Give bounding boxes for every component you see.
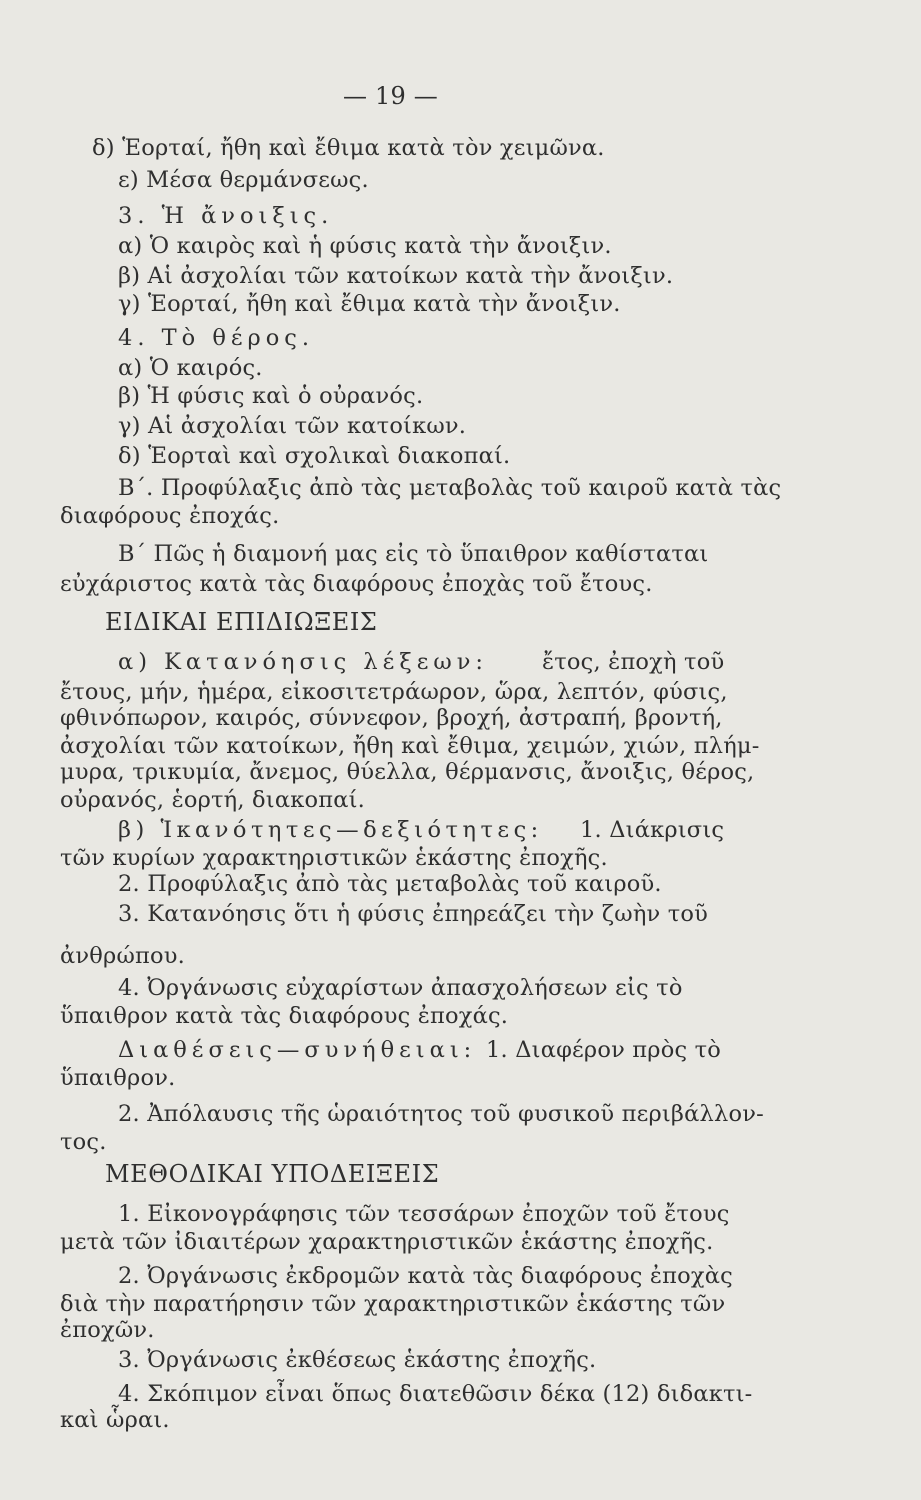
line: 1. Διαφέρον πρὸς τὸ (486, 1037, 722, 1063)
line: ε) Μέσα θερμάνσεως. (118, 167, 369, 193)
line: φθινόπωρον, καιρός, σύννεφον, βροχή, ἀστραπή, βροντή, (60, 705, 723, 731)
heading-methodical-instructions: ΜΕΘΟΔΙΚΑΙ ΥΠΟΔΕΙΞΕΙΣ (105, 1160, 440, 1188)
line: δ) Ἑορταί, ἤθη καὶ ἔθιμα κατὰ τὸν χειμῶνα. (92, 135, 605, 161)
line: ἔτος, ἐποχὴ τοῦ (542, 649, 725, 675)
line: ὕπαιθρον κατὰ τὰς διαφόρους ἐποχάς. (60, 1003, 509, 1029)
line: β) Αἱ ἀσχολίαι τῶν κατοίκων κατὰ τὴν ἄνοιξιν. (118, 263, 674, 289)
line: β) Ἡ φύσις καὶ ὁ οὐρανός. (118, 383, 424, 409)
line: μετὰ τῶν ἰδιαιτέρων χαρακτηριστικῶν ἑκάστης ἐποχῆς. (60, 1229, 714, 1255)
line: 4. Ὀργάνωσις εὐχαρίστων ἀπασχολήσεων εἰς τὸ (118, 975, 683, 1001)
line: μυρα, τρικυμία, ἄνεμος, θύελλα, θέρμανσις, ἄνοιξις, θέρος, (60, 759, 755, 785)
line: 1. Εἰκονογράφησις τῶν τεσσάρων ἐποχῶν τοῦ ἔτους (118, 1201, 730, 1227)
line: οὐρανός, ἑορτή, διακοπαί. (60, 787, 365, 813)
line: α) Ὁ καιρὸς καὶ ἡ φύσις κατὰ τὴν ἄνοιξιν. (118, 233, 612, 259)
page-number: — 19 — (343, 82, 438, 110)
section-heading: 4. Τὸ θέρος. (118, 325, 315, 351)
line: Διαθέσεις—συνήθειαι: (118, 1037, 477, 1063)
line: Β΄. Προφύλαξις ἀπὸ τὰς μεταβολὰς τοῦ καιροῦ κατὰ τὰς (118, 475, 782, 501)
line: ὕπαιθρον. (60, 1065, 176, 1091)
line: δ) Ἑορταὶ καὶ σχολικαὶ διακοπαί. (118, 443, 511, 469)
line: γ) Ἑορταί, ἤθη καὶ ἔθιμα κατὰ τὴν ἄνοιξιν. (118, 291, 621, 317)
line: ἀνθρώπου. (60, 943, 185, 969)
line: ἔτους, μήν, ἡμέρα, εἰκοσιτετράωρον, ὥρα, λεπτόν, φύσις, (60, 679, 728, 705)
line: ἀσχολίαι τῶν κατοίκων, ἤθη καὶ ἔθιμα, χειμών, χιών, πλήμ- (60, 733, 760, 759)
line: 2. Ἀπόλαυσις τῆς ὡραιότητος τοῦ φυσικοῦ περιβάλλον- (118, 1101, 764, 1127)
line: 4. Σκόπιμον εἶναι ὅπως διατεθῶσιν δέκα (12) διδακτι- (118, 1381, 753, 1407)
line: β) Ἱκανότητες—δεξιότητες: (118, 817, 543, 843)
line: ἐποχῶν. (60, 1317, 155, 1343)
line: 2. Ὀργάνωσις ἐκδρομῶν κατὰ τὰς διαφόρους ἐποχὰς (118, 1263, 733, 1289)
line: τῶν κυρίων χαρακτηριστικῶν ἑκάστης ἐποχῆς. (60, 845, 608, 871)
line: καὶ ὧραι. (60, 1407, 170, 1433)
line: Β΄ Πῶς ἡ διαμονή μας εἰς τὸ ὕπαιθρον καθίσταται (118, 541, 709, 567)
line: τος. (60, 1129, 107, 1155)
heading-specific-objectives: ΕΙΔΙΚΑΙ ΕΠΙΔΙΩΞΕΙΣ (105, 608, 378, 636)
line: διὰ τὴν παρατήρησιν τῶν χαρακτηριστικῶν ἑκάστης τῶν (60, 1291, 726, 1317)
line: α) Ὁ καιρός. (118, 355, 263, 381)
line: α) Κατανόησις λέξεων: (118, 649, 488, 675)
section-heading: 3. Ἡ ἄνοιξις. (118, 203, 334, 229)
line: 2. Προφύλαξις ἀπὸ τὰς μεταβολὰς τοῦ καιροῦ. (118, 871, 662, 897)
line: εὐχάριστος κατὰ τὰς διαφόρους ἐποχὰς τοῦ ἔτους. (60, 571, 653, 597)
line: 3. Κατανόησις ὅτι ἡ φύσις ἐπηρεάζει τὴν ζωὴν τοῦ (118, 901, 708, 927)
line: 1. Διάκρισις (580, 817, 725, 843)
line: γ) Αἱ ἀσχολίαι τῶν κατοίκων. (118, 413, 467, 439)
line: διαφόρους ἐποχάς. (60, 503, 280, 529)
line: 3. Ὀργάνωσις ἐκθέσεως ἑκάστης ἐποχῆς. (118, 1347, 597, 1373)
